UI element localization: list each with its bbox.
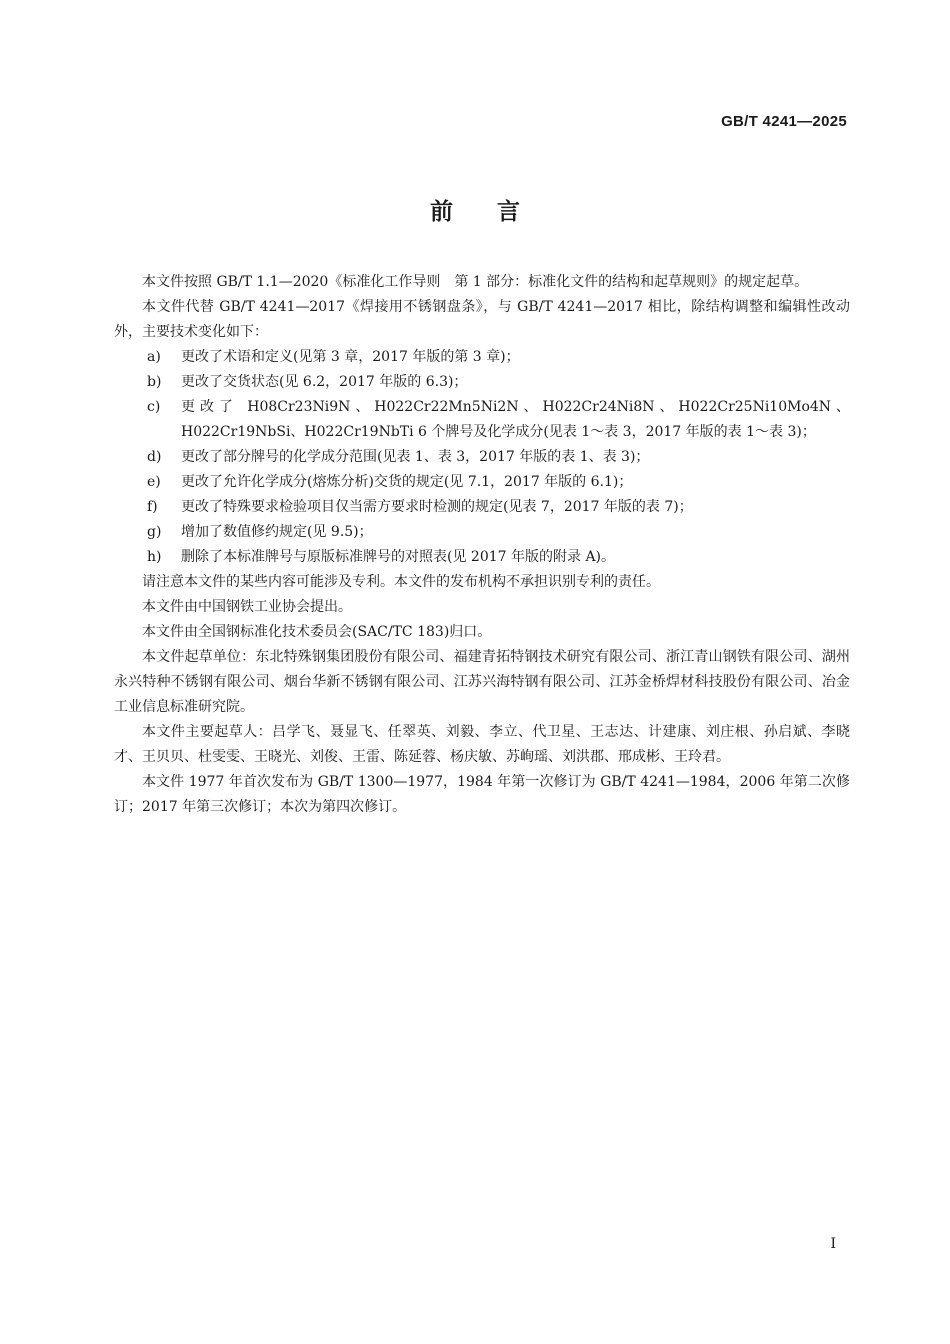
change-label: e) — [147, 474, 161, 490]
paragraph-committee: 本文件由全国钢标准化技术委员会(SAC/TC 183)归口。 — [142, 624, 492, 640]
change-item-g — [114, 520, 850, 545]
change-text: 更改了特殊要求检验项目仅当需方要求时检测的规定(见表 7，2017 年版的表 7)； — [181, 499, 693, 515]
paragraph-drafting-units: 本文件起草单位：东北特殊钢集团股份有限公司、福建青拓特钢技术研究有限公司、浙江青山钢铁有限公司、湖州永兴特种不锈钢有限公司、烟台华新不锈钢有限公司、江苏兴海特钢有限公司、江苏金桥焊材科技股份有限公司、冶金工业信息标准研究院。 — [114, 649, 850, 715]
paragraph-replacement: 本文件代替 GB/T 4241—2017《焊接用不锈钢盘条》，与 GB/T 4241—2017 相比，除结构调整和编辑性改动外，主要技术变化如下： — [114, 299, 850, 340]
change-item-f — [114, 495, 850, 520]
paragraph-drafters: 本文件主要起草人：吕学飞、聂显飞、任翠英、刘毅、李立、代卫星、王志达、计建康、刘庄根、孙启斌、李晓才、王贝贝、杜雯雯、王晓光、刘俊、王雷、陈延蓉、杨庆敏、苏峋瑶、刘洪郡、邢成彬、王玲君。 — [114, 724, 850, 765]
change-label: a) — [147, 349, 161, 365]
paragraph-history: 本文件 1977 年首次发布为 GB/T 1300—1977，1984 年第一次修订为 GB/T 4241—1984，2006 年第二次修订；2017 年第三次修订；本次为第四次修订。 — [114, 774, 850, 815]
change-text: 增加了数值修约规定(见 9.5)； — [181, 524, 373, 540]
change-label: f) — [147, 499, 158, 515]
change-item-a — [114, 345, 850, 370]
change-text: 更改了术语和定义(见第 3 章，2017 年版的第 3 章)； — [181, 349, 520, 365]
change-item-d — [114, 445, 850, 470]
change-label: h) — [147, 549, 162, 565]
change-label: g) — [147, 524, 162, 540]
paragraph-drafting-rules: 本文件按照 GB/T 1.1—2020《标准化工作导则 第 1 部分：标准化文件的结构和起草规则》的规定起草。 — [142, 274, 809, 290]
change-item-e — [114, 470, 850, 495]
change-text: 更改了允许化学成分(熔炼分析)交货的规定(见 7.1，2017 年版的 6.1)； — [181, 474, 633, 490]
page-title: 前言 — [430, 199, 564, 225]
change-item-h — [114, 545, 850, 570]
change-label: c) — [147, 399, 161, 415]
change-text: 更改了交货状态(见 6.2，2017 年版的 6.3)； — [181, 374, 468, 390]
standard-code: GB/T 4241—2025 — [721, 113, 847, 130]
change-text: 删除了本标准牌号与原版标准牌号的对照表(见 2017 年版的附录 A)。 — [181, 549, 616, 565]
change-item-c — [114, 395, 850, 445]
change-text: 更改了部分牌号的化学成分范围(见表 1、表 3，2017 年版的表 1、表 3)； — [181, 449, 650, 465]
paragraph-proposer: 本文件由中国钢铁工业协会提出。 — [142, 599, 352, 615]
paragraph-patent-notice: 请注意本文件的某些内容可能涉及专利。本文件的发布机构不承担识别专利的责任。 — [142, 574, 660, 590]
change-label: b) — [147, 374, 162, 390]
change-item-b — [114, 370, 850, 395]
change-text: 更改了 H08Cr23Ni9N、H022Cr22Mn5Ni2N、H022Cr24Ni8N、H022Cr25Ni10Mo4N、H022Cr19NbSi、H022Cr19NbTi 6 个牌号及化学成分(见表 1～表 3，2017 年版的表 1～表 3)； — [181, 399, 850, 440]
page-number: I — [830, 1236, 836, 1252]
change-label: d) — [147, 449, 162, 465]
foreword-body — [114, 270, 850, 820]
